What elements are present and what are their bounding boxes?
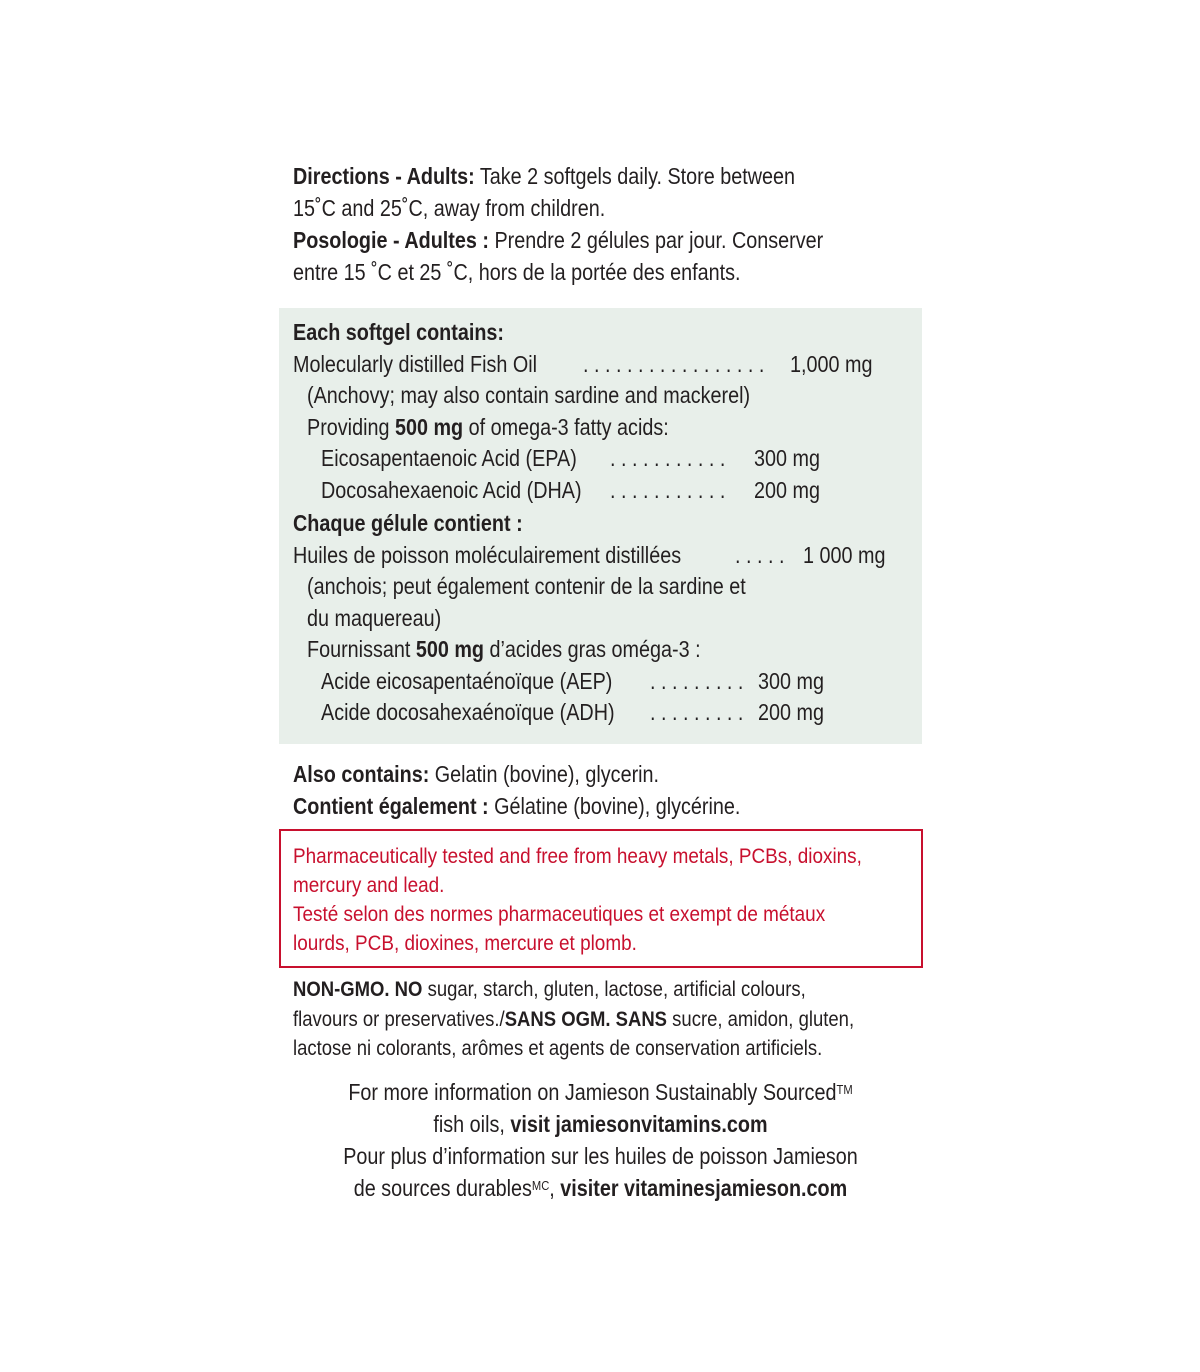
warning-line-1: Pharmaceutically tested and free from heavy metals, PCBs, dioxins,: [293, 844, 862, 868]
fr-providing-line: Fournissant 500 mg d’acides gras oméga-3 :: [307, 636, 701, 662]
directions-fr-line-1: Posologie - Adultes : Prendre 2 gélules par jour. Conserver: [293, 227, 824, 253]
en-heading: Each softgel contains:: [293, 319, 505, 345]
directions-section: [293, 160, 923, 288]
fr-heading: Chaque gélule contient :: [293, 510, 523, 536]
dha-amount: 200 mg: [754, 476, 820, 503]
info-fr-line-1: Pour plus d’information sur les huiles de poisson Jamieson: [343, 1143, 858, 1169]
fr-fish-oil-row: Huiles de poisson moléculairement distillées . . . . . 1 000 mg: [293, 539, 913, 571]
also-en-line: Also contains: Gelatin (bovine), glycerin.: [293, 761, 660, 787]
warning-line-2: mercury and lead.: [293, 873, 445, 897]
jamieson-fr-link[interactable]: visiter vitaminesjamieson.com: [560, 1175, 848, 1201]
directions-en-line-2: 15˚C and 25˚C, away from children.: [293, 195, 606, 221]
warning-line-3: Testé selon des normes pharmaceutiques et exempt de métaux: [293, 902, 826, 926]
nongmo-line-2: flavours or preservatives./SANS OGM. SANS sucre, amidon, gluten,: [293, 1006, 855, 1031]
aep-amount: 300 mg: [758, 667, 824, 694]
non-gmo-section: [293, 975, 923, 1064]
leader-dots: . . . . . . . . . . . . . . . . .: [583, 350, 765, 377]
dha-row: Docosahexaenoic Acid (DHA) . . . . . . . . . . . 200 mg: [293, 474, 913, 506]
jamieson-en-link[interactable]: visit jamiesonvitamins.com: [510, 1111, 768, 1137]
directions-fr-label: Posologie - Adultes :: [293, 227, 489, 253]
epa-row: Eicosapentaenoic Acid (EPA) . . . . . . . . . . . 300 mg: [293, 442, 913, 474]
nongmo-line-3: lactose ni colorants, arômes et agents de conservation artificiels.: [293, 1036, 823, 1060]
more-info-section: [279, 1076, 922, 1204]
fish-oil-source: (Anchovy; may also contain sardine and mackerel): [307, 382, 751, 408]
directions-fr-line-2: entre 15 ˚C et 25 ˚C, hors de la portée des enfants.: [293, 259, 741, 285]
directions-en-label: Directions - Adults:: [293, 163, 475, 189]
also-contains-section: [293, 758, 923, 822]
also-fr-line: Contient également : Gélatine (bovine), glycérine.: [293, 793, 741, 819]
aep-row: Acide eicosapentaénoïque (AEP) . . . . . . . . . 300 mg: [293, 665, 913, 697]
leader-dots: . . . . . . . . . . .: [610, 445, 726, 471]
fr-source-line-2: du maquereau): [307, 604, 442, 631]
ingredients-panel-content: [293, 316, 913, 728]
fish-oil-row: Molecularly distilled Fish Oil . . . . . . . . . . . . . . . . . 1,000 mg: [293, 348, 913, 380]
info-fr-line-2: de sources durables$^{MC}$, visiter vitaminesjamieson.com: [353, 1175, 848, 1201]
adh-row: Acide docosahexaénoïque (ADH) . . . . . . . . . 200 mg: [293, 696, 913, 728]
fish-oil-amount: 1,000 mg: [790, 350, 873, 377]
info-en-line-2: fish oils, visit jamiesonvitamins.com: [433, 1111, 768, 1137]
providing-line: Providing 500 mg of omega-3 fatty acids:: [307, 413, 669, 440]
warning-line-4: lourds, PCB, dioxines, mercure et plomb.: [293, 931, 637, 955]
leader-dots: . . . . . . . . .: [650, 699, 744, 725]
fr-fish-oil-amount: 1 000 mg: [803, 541, 886, 568]
directions-en-line-1: Directions - Adults: Take 2 softgels daily. Store between: [293, 163, 796, 189]
info-en-line-1: For more information on Jamieson Sustainably Sourced™: [348, 1079, 853, 1105]
leader-dots: . . . . .: [735, 541, 785, 568]
adh-amount: 200 mg: [758, 699, 824, 725]
epa-amount: 300 mg: [754, 445, 820, 471]
purity-warning-text: [293, 842, 939, 958]
leader-dots: . . . . . . . . . . .: [610, 476, 726, 503]
fr-source-line-1: (anchois; peut également contenir de la sardine et: [307, 573, 746, 599]
nongmo-line-1: NON-GMO. NO sugar, starch, gluten, lactose, artificial colours,: [293, 977, 806, 1001]
leader-dots: . . . . . . . . .: [650, 667, 744, 694]
